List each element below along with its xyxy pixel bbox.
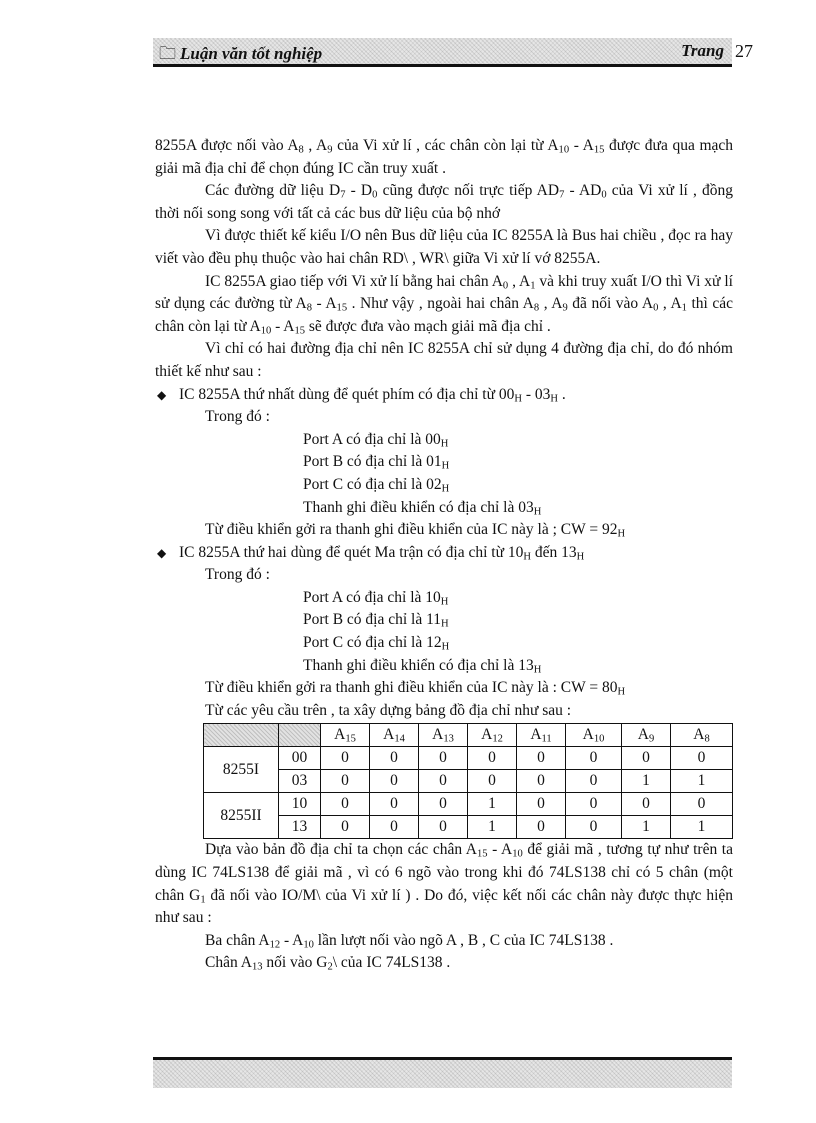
header-cell: $A_{14}$ (370, 724, 419, 747)
table-row (204, 747, 733, 770)
bullet-item-1: ◆ IC 8255A thứ nhất dùng để quét phím có địa chỉ từ $00_H - 03_H$ . (157, 385, 566, 405)
bit-cell: 0 (517, 770, 566, 793)
bit-cell: 0 (566, 816, 622, 839)
addr-cell: 03 (279, 770, 321, 793)
page-header (153, 38, 732, 67)
paragraph-6: Dựa vào bản đồ địa chỉ ta chọn các chân $A_{15} - A_{10}$ để giải mã , tương tự như trên ta dùng IC 74LS138 để giải mã , vì có 6 ngõ vào trong khi đó 74LS138 chỉ có 5 chân (một chân $G_1$ đã nối vào IO/M\ của Vi xử lí ) . Do đó, việc kết nối các chân này được thực hiện như sau : (155, 841, 733, 927)
bit-cell: 0 (566, 793, 622, 816)
paragraph-3: Vì được thiết kế kiểu I/O nên Bus dữ liệu của IC 8255A là Bus hai chiều , đọc ra hay viết vào đều phụ thuộc vào hai chân RD\ , WR\ giữa Vi xử lí vớ 8255A. (155, 227, 733, 267)
table-intro: Từ các yêu cầu trên , ta xây dựng bảng đồ địa chỉ như sau : (205, 701, 572, 719)
bit-cell: 0 (370, 747, 419, 770)
paragraph-5: Vì chỉ có hai đường địa chỉ nên IC 8255A chỉ sử dụng 4 đường địa chỉ, do đó nhóm thiết kế như sau : (155, 340, 733, 380)
bit-cell: 1 (622, 770, 671, 793)
header-cell: $A_8$ (671, 724, 733, 747)
bit-cell: 1 (622, 816, 671, 839)
table-row (204, 770, 733, 793)
port-a-2: Port A có địa chỉ là $10_H$ (303, 588, 449, 608)
table-row (204, 793, 733, 816)
header-cell: $A_{15}$ (321, 724, 370, 747)
control-register-2: Thanh ghi điều khiển có địa chỉ là $13_H$ (303, 656, 542, 676)
addr-cell: 00 (279, 747, 321, 770)
table-row (204, 816, 733, 839)
control-register-1: Thanh ghi điều khiển có địa chỉ là $03_H$ (303, 498, 542, 518)
bit-cell: 0 (566, 747, 622, 770)
bit-cell: 1 (468, 816, 517, 839)
bit-cell: 0 (419, 816, 468, 839)
bit-cell: 0 (370, 793, 419, 816)
address-map-table (203, 723, 733, 839)
header-title-text: Luận văn tốt nghiệp (180, 44, 323, 63)
control-word-2: Từ điều khiển gởi ra thanh ghi điều khiển của IC này là : CW = $80_H$ (205, 679, 626, 698)
header-title (159, 41, 322, 70)
chip-cell: 8255II (204, 793, 279, 839)
paragraph-4: IC 8255A giao tiếp với Vi xử lí bằng hai chân $A_0$ , $A_1$ và khi truy xuất I/O thì Vi xử lí sử dụng các đường từ $A_8 - A_{15}$ . Như vậy , ngoài hai chân $A_8$ , $A_9$ đã nối vào $A_0$ , $A_1$ thì các chân còn lại từ $A_{10} - A_{15}$ sẽ được đưa vào mạch giải mã địa chỉ . (155, 272, 734, 337)
addr-cell: 10 (279, 793, 321, 816)
bit-cell: 0 (321, 770, 370, 793)
table-corner-cell (204, 724, 279, 747)
bit-cell: 0 (566, 770, 622, 793)
bit-cell: 0 (517, 747, 566, 770)
paragraph-2: Các đường dữ liệu $D_7 - D_0$ cũng được nối trực tiếp $AD_7 - AD_0$ của Vi xử lí , đồng thời nối song song với tất cả các bus dữ liệu của bộ nhớ (155, 182, 734, 222)
chip-cell: 8255I (204, 747, 279, 793)
bit-cell: 0 (622, 747, 671, 770)
diamond-bullet-icon: ◆ (157, 387, 167, 402)
diamond-bullet-icon: ◆ (157, 545, 167, 560)
addr-cell: 13 (279, 816, 321, 839)
port-c-1: Port C có địa chỉ là $02_H$ (303, 475, 450, 495)
bit-cell: 0 (671, 793, 733, 816)
table-corner-cell (279, 724, 321, 747)
document-body (155, 135, 733, 975)
control-word-1: Từ điều khiển gởi ra thanh ghi điều khiển của IC này là ; CW = $92_H$ (205, 521, 626, 540)
bit-cell: 0 (468, 770, 517, 793)
page-footer (153, 1057, 732, 1088)
port-b-2: Port B có địa chỉ là $11_H$ (303, 611, 449, 631)
port-b-1: Port B có địa chỉ là $01_H$ (303, 453, 450, 472)
bit-cell: 0 (370, 816, 419, 839)
bit-cell: 1 (468, 793, 517, 816)
bit-cell: 0 (370, 770, 419, 793)
port-c-2: Port C có địa chỉ là $12_H$ (303, 634, 450, 653)
bit-cell: 0 (622, 793, 671, 816)
header-cell: $A_{11}$ (517, 724, 566, 747)
bit-cell: 0 (321, 816, 370, 839)
bit-cell: 0 (419, 747, 468, 770)
bit-cell: 0 (517, 816, 566, 839)
table-header-row (204, 724, 733, 747)
bit-cell: 0 (419, 770, 468, 793)
bit-cell: 0 (321, 747, 370, 770)
bit-cell: 0 (321, 793, 370, 816)
header-cell: $A_{10}$ (566, 724, 622, 747)
header-page-label: Trang (681, 41, 724, 60)
paragraph-7: Ba chân $A_{12} - A_{10}$ lần lượt nối vào ngõ A , B , C của IC 74LS138 . (205, 931, 614, 951)
bit-cell: 1 (671, 770, 733, 793)
bit-cell: 1 (671, 816, 733, 839)
header-cell: $A_{13}$ (419, 724, 468, 747)
bit-cell: 0 (671, 747, 733, 770)
page-number: 27 (735, 41, 753, 61)
bit-cell: 0 (517, 793, 566, 816)
trong-do-label: Trong đó : (205, 566, 270, 584)
trong-do-label: Trong đó : (205, 408, 270, 426)
header-cell: $A_9$ (622, 724, 671, 747)
header-cell: $A_{12}$ (468, 724, 517, 747)
bullet-item-2: ◆ IC 8255A thứ hai dùng để quét Ma trận có địa chỉ từ $10_H$ đến $13_H$ (157, 543, 585, 563)
paragraph-1: 8255A được nối vào $A_8$ , $A_9$ của Vi xử lí , các chân còn lại từ $A_{10} - A_{15}$ được đưa qua mạch giải mã địa chỉ để chọn đúng IC cần truy xuất . (155, 137, 734, 177)
folder-icon: 🗀 (159, 44, 176, 63)
bit-cell: 0 (468, 747, 517, 770)
paragraph-8: Chân $A_{13}$ nối vào $G_2\backslash$ của IC 74LS138 . (205, 954, 451, 974)
bit-cell: 0 (419, 793, 468, 816)
port-a-1: Port A có địa chỉ là $00_H$ (303, 430, 449, 450)
